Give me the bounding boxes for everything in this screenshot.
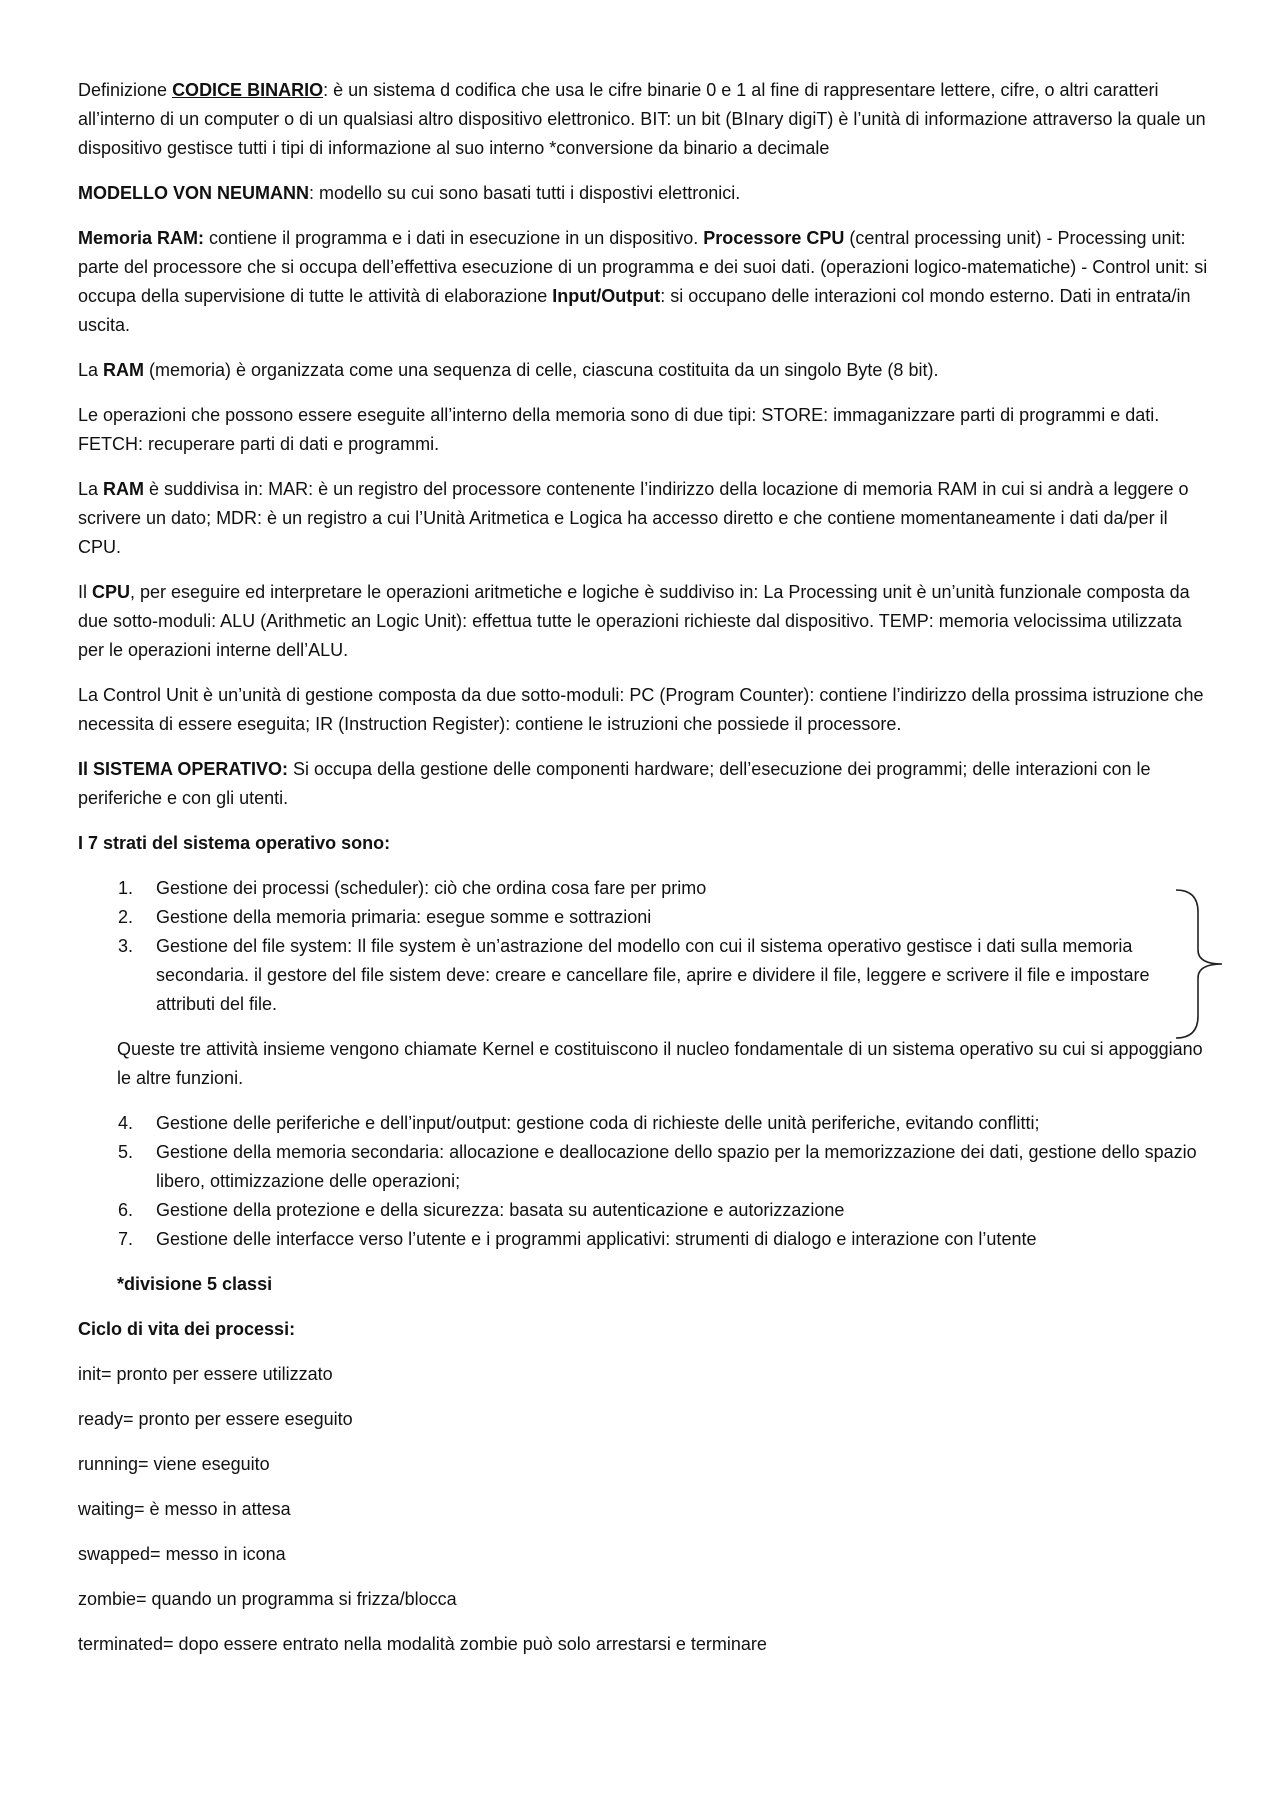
- list-text: Gestione del file system: Il file system è un’astrazione del modello con cui il sistema operativo gestisce i dati sulla memoria secondaria. il gestore del file sistem deve: creare e cancellare file, aprire e dividere il file, leggere e scrivere il file e impostare attributi del file.: [156, 936, 1150, 1014]
- list-item: [78, 874, 1208, 903]
- paragraph-control-unit: La Control Unit è un’unità di gestione composta da due sotto-moduli: PC (Program Counter): contiene l’indirizzo della prossima istruzione che necessita di essere eseguita; IR (Instruction Register): contiene le istruzioni che possiede il processore.: [78, 685, 1204, 734]
- paragraph-codice-binario: [78, 76, 1208, 163]
- text-span: (central processing unit) - Processing unit: parte del processore che si occupa dell’effettiva esecuzione di un programma e dei suoi dati. (operazioni logico-matematiche) - Control unit: si occupa della supervisione di tutte le attività di elaborazione: [78, 228, 1208, 306]
- list-number: 5.: [118, 1142, 134, 1162]
- heading-strati: [78, 829, 1208, 858]
- list-number: 1.: [118, 878, 134, 898]
- heading-ciclo-vita: [78, 1315, 1208, 1344]
- paragraph-operazioni-memoria: Le operazioni che possono essere eseguite all’interno della memoria sono di due tipi: STORE: immaganizzare parti di programmi e dati. FETCH: recuperare parti di dati e programmi.: [78, 405, 1160, 454]
- term-cpu: CPU: [92, 582, 131, 602]
- text-span: : modello su cui sono basati tutti i dispostivi elettronici.: [309, 183, 741, 203]
- term-memoria-ram: Memoria RAM:: [78, 228, 205, 248]
- list-number: 7.: [118, 1229, 134, 1249]
- term-von-neumann: MODELLO VON NEUMANN: [78, 183, 309, 203]
- text-span: La: [78, 479, 104, 499]
- list-item: [78, 1196, 1208, 1225]
- term-input-output: Input/Output: [552, 286, 661, 306]
- paragraph-kernel-note: Queste tre attività insieme vengono chiamate Kernel e costituiscono il nucleo fondamentale di un sistema operativo su cui si appoggiano le altre funzioni.: [117, 1039, 1203, 1088]
- paragraph-ram-celle: [78, 356, 1208, 385]
- paragraph-von-neumann: [78, 179, 1208, 208]
- list-text: Gestione delle periferiche e dell’input/output: gestione coda di richieste delle unità periferiche, evitando conflitti;: [156, 1113, 1040, 1133]
- list-strati-altri: [78, 1109, 1208, 1254]
- heading-ciclo-vita-text: Ciclo di vita dei processi:: [78, 1319, 296, 1339]
- text-span: è suddivisa in: MAR: è un registro del processore contenente l’indirizzo della locazione di memoria RAM in cui si andrà a leggere o scrivere un dato; MDR: è un registro a cui l’Unità Aritmetica e Logica ha accesso diretto e che contiene momentaneamente i dati da/per il CPU.: [78, 479, 1189, 557]
- list-text: Gestione dei processi (scheduler): ciò che ordina cosa fare per primo: [156, 878, 707, 898]
- text-span: contiene il programma e i dati in esecuzione in un dispositivo.: [204, 228, 704, 248]
- text-span: Il: [78, 582, 93, 602]
- text-span: , per eseguire ed interpretare le operazioni aritmetiche e logiche è suddiviso in: La Processing unit è un’unità funzionale composta da due sotto-moduli: ALU (Arithmetic an Logic Unit): effettua tutte le operazioni richieste dal dispositivo. TEMP: memoria velocissima utilizzata per le operazioni interne dell’ALU.: [78, 582, 1190, 660]
- paragraph-memoria-ram: [78, 224, 1208, 340]
- text-span: : si occupano delle interazioni col mondo esterno. Dati in entrata/in uscita.: [78, 286, 1191, 335]
- note-divisione-text: *divisione 5 classi: [117, 1274, 273, 1294]
- right-brace-kernel: [1174, 888, 1226, 1040]
- list-number: 2.: [118, 907, 134, 927]
- document-body: [78, 76, 1208, 1675]
- list-number: 6.: [118, 1200, 134, 1220]
- list-strati-kernel: [78, 874, 1208, 1019]
- term-ram: RAM: [103, 360, 145, 380]
- text-span: La: [78, 360, 104, 380]
- list-text: Gestione delle interfacce verso l’utente e i programmi applicativi: strumenti di dialogo e interazione con l’utente: [156, 1229, 1037, 1249]
- ciclo-state-running: running= viene eseguito: [78, 1454, 270, 1474]
- term-processore-cpu: Processore CPU: [703, 228, 845, 248]
- term-codice-binario: CODICE BINARIO: [172, 80, 324, 100]
- list-item: [78, 1109, 1208, 1138]
- text-span: : è un sistema d codifica che usa le cifre binarie 0 e 1 al fine di rappresentare lettere, cifre, o altri caratteri all’interno di un computer o di un qualsiasi altro dispositivo elettronico. BIT: un bit (BInary digiT) è l’unità di informazione attraverso la quale un dispositivo gestisce tutti i tipi di informazione al suo interno *conversione da binario a decimale: [78, 80, 1206, 158]
- list-item: [78, 932, 1208, 1019]
- text-span: Si occupa della gestione delle componenti hardware; dell’esecuzione dei programmi; delle interazioni con le periferiche e con gli utenti.: [78, 759, 1151, 808]
- term-sistema-operativo: Il SISTEMA OPERATIVO:: [78, 759, 289, 779]
- ciclo-state-ready: ready= pronto per essere eseguito: [78, 1409, 353, 1429]
- list-text: Gestione della memoria primaria: esegue somme e sottrazioni: [156, 907, 652, 927]
- ciclo-state-init: init= pronto per essere utilizzato: [78, 1364, 333, 1384]
- paragraph-ram-suddivisa: [78, 475, 1208, 562]
- list-text: Gestione della protezione e della sicurezza: basata su autenticazione e autorizzazione: [156, 1200, 845, 1220]
- list-number: 4.: [118, 1113, 134, 1133]
- list-item: [78, 1225, 1208, 1254]
- paragraph-sistema-operativo: [78, 755, 1208, 813]
- list-text: Gestione della memoria secondaria: allocazione e deallocazione dello spazio per la memorizzazione dei dati, gestione dello spazio libero, ottimizzazione delle operazioni;: [156, 1142, 1197, 1191]
- text-span: Definizione: [78, 80, 173, 100]
- term-ram: RAM: [103, 479, 145, 499]
- list-number: 3.: [118, 936, 134, 956]
- heading-strati-text: I 7 strati del sistema operativo sono:: [78, 833, 391, 853]
- note-divisione: [117, 1270, 1208, 1299]
- ciclo-state-swapped: swapped= messo in icona: [78, 1544, 286, 1564]
- ciclo-state-terminated: terminated= dopo essere entrato nella modalità zombie può solo arrestarsi e terminare: [78, 1634, 767, 1654]
- list-item: [78, 1138, 1208, 1196]
- paragraph-cpu: [78, 578, 1208, 665]
- ciclo-state-zombie: zombie= quando un programma si frizza/blocca: [78, 1589, 457, 1609]
- text-span: (memoria) è organizzata come una sequenza di celle, ciascuna costituita da un singolo Byte (8 bit).: [144, 360, 939, 380]
- ciclo-state-waiting: waiting= è messo in attesa: [78, 1499, 291, 1519]
- list-item: [78, 903, 1208, 932]
